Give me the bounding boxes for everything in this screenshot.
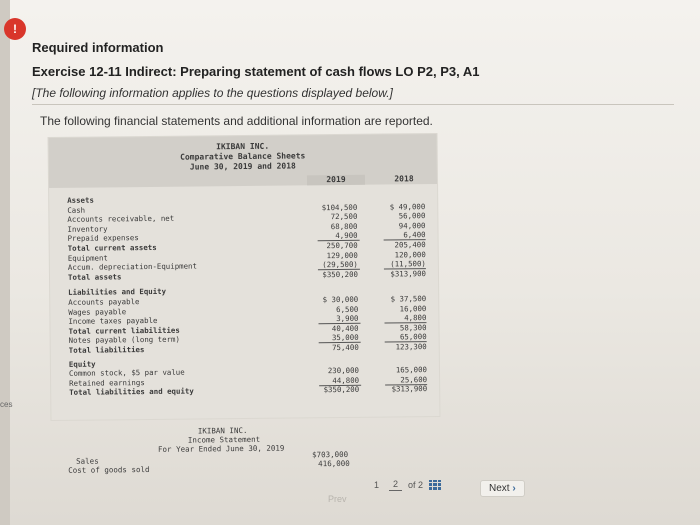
- info-note: [The following information applies to the questions displayed below.]: [32, 86, 393, 100]
- balance-sheet: [49, 134, 440, 420]
- value-2018: $313,900: [390, 268, 427, 279]
- grid-view-icon[interactable]: [429, 480, 441, 490]
- value-2019: 44,800: [332, 375, 360, 385]
- row-label: Income taxes payable: [68, 316, 158, 327]
- row-label: Liabilities and Equity: [68, 287, 167, 298]
- cogs-label: Cost of goods sold: [68, 464, 150, 475]
- value-2019: [307, 193, 357, 194]
- value-2018: 4,800: [404, 313, 427, 323]
- divider: [32, 104, 674, 105]
- column-header-2018: 2018: [394, 174, 414, 184]
- alert-icon: !: [4, 18, 26, 40]
- value-2018: 25,600: [400, 374, 428, 385]
- row-label: Total liabilities and equity: [69, 386, 194, 398]
- page-count: of 2: [408, 479, 424, 490]
- row-label: Total assets: [67, 272, 122, 282]
- row-label: Total liabilities: [68, 345, 145, 355]
- statement-date: June 30, 2019 and 2018: [189, 161, 296, 172]
- page-1-link[interactable]: 1: [374, 479, 380, 490]
- value-2019: 68,800: [330, 221, 358, 231]
- value-2018: 58,300: [399, 322, 427, 333]
- company-name: IKIBAN INC.: [216, 141, 270, 152]
- value-2019: 35,000: [331, 333, 359, 343]
- is-company-name: IKIBAN INC.: [197, 425, 248, 436]
- value-2018: $ 37,500: [390, 294, 427, 304]
- value-2018: 205,400: [394, 240, 426, 250]
- row-label: Inventory: [67, 224, 108, 234]
- cogs-value: 416,000: [318, 458, 350, 469]
- side-stub-text: ces: [0, 400, 13, 409]
- row-label: Equity: [68, 359, 96, 369]
- value-2019: 3,900: [336, 313, 359, 324]
- value-2019: $350,200: [322, 269, 359, 279]
- value-2019: [308, 285, 358, 286]
- value-2018: 165,000: [395, 365, 428, 375]
- value-2019: 129,000: [326, 250, 358, 260]
- value-2019: 72,500: [330, 211, 358, 222]
- row-label: Equipment: [67, 253, 108, 263]
- value-2019: $104,500: [321, 202, 358, 212]
- row-label: Total current assets: [67, 242, 157, 253]
- value-2018: 56,000: [398, 211, 426, 221]
- row-label: Accounts payable: [68, 297, 140, 307]
- row-label: Cash: [67, 205, 86, 215]
- value-2018: [375, 192, 425, 193]
- value-2018: [377, 356, 427, 357]
- value-2019: $350,200: [323, 385, 360, 395]
- is-title: Income Statement: [187, 434, 261, 445]
- row-label: Retained earnings: [69, 377, 145, 388]
- sales-value: $703,000: [312, 449, 349, 460]
- value-2018: $313,900: [391, 384, 428, 394]
- pagination: [370, 478, 441, 491]
- prev-button[interactable]: Prev: [328, 494, 347, 504]
- row-label: Accum. depreciation-Equipment: [67, 261, 197, 273]
- row-label: Accounts receivable, net: [67, 213, 175, 225]
- value-2019: (29,500): [322, 259, 358, 270]
- row-label: Assets: [67, 195, 94, 205]
- value-2019: 40,400: [331, 323, 359, 333]
- exercise-title: Exercise 12-11 Indirect: Preparing statement of cash flows LO P2, P3, A1: [32, 64, 480, 79]
- value-2019: 75,400: [331, 342, 359, 353]
- value-2018: $ 49,000: [389, 201, 426, 212]
- value-2018: 65,000: [399, 332, 427, 342]
- value-2018: 120,000: [394, 249, 426, 260]
- next-label: Next: [489, 483, 510, 494]
- balance-sheet-header: [49, 134, 438, 188]
- page-2-link[interactable]: 2: [389, 478, 402, 491]
- value-2019: 230,000: [327, 365, 360, 376]
- value-2018: 123,300: [395, 342, 427, 352]
- row-label: Notes payable (long term): [68, 335, 180, 346]
- statement-title: Comparative Balance Sheets: [180, 151, 306, 162]
- column-header-2019: 2019: [307, 175, 365, 186]
- value-2019: [309, 356, 359, 357]
- row-label: Total current liabilities: [68, 325, 180, 336]
- row-label: Wages payable: [68, 306, 127, 317]
- value-2018: (11,500): [390, 259, 426, 269]
- value-2018: 94,000: [398, 220, 426, 231]
- value-2019: 250,700: [326, 240, 358, 251]
- chevron-right-icon: ›: [512, 483, 516, 494]
- sales-label: Sales: [76, 456, 99, 466]
- section-title: Required information: [32, 40, 164, 55]
- value-2019: 6,500: [336, 304, 359, 314]
- income-statement: [50, 418, 439, 482]
- row-label: Common stock, $5 par value: [68, 367, 185, 379]
- is-period: For Year Ended June 30, 2019: [157, 443, 285, 454]
- next-button[interactable]: [480, 480, 525, 497]
- row-label: Prepaid expenses: [67, 233, 139, 244]
- intro-text: The following financial statements and additional information are reported.: [40, 114, 433, 128]
- value-2019: 4,900: [335, 231, 358, 241]
- value-2019: $ 30,000: [322, 294, 359, 305]
- value-2018: 16,000: [399, 303, 427, 313]
- page: [10, 0, 700, 525]
- value-2018: 6,400: [403, 230, 426, 240]
- value-2018: [376, 284, 426, 285]
